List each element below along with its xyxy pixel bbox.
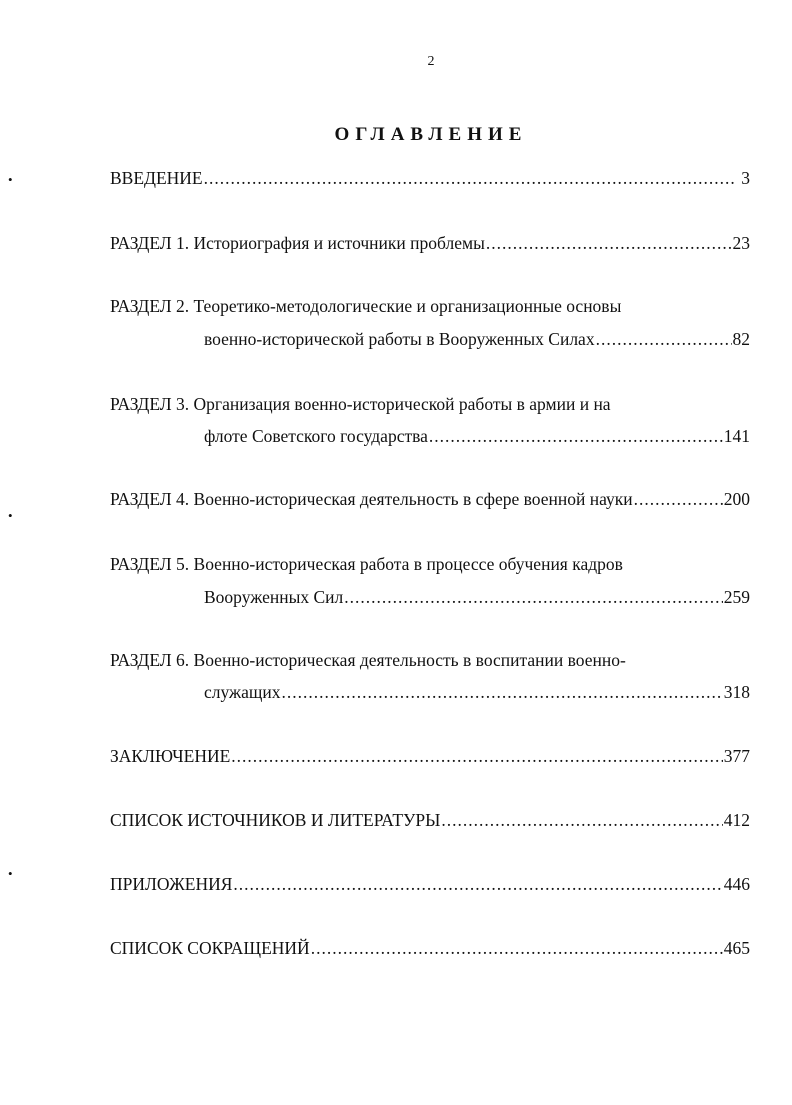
toc-entry-section-5-line1: РАЗДЕЛ 5. Военно-историческая работа в процессе обучения кадров [110,554,623,574]
leader-dots [233,874,722,895]
toc-entry-section-3 [204,426,750,447]
entry-page: 446 [723,874,750,894]
margin-mark: • [8,508,13,523]
leader-dots [311,938,723,959]
toc-entry-appendix [110,874,750,895]
toc-entry-section-1 [110,233,750,254]
entry-page: 377 [723,746,750,766]
toc-entry-abbreviations [110,938,750,959]
entry-page: 412 [723,810,750,830]
entry-label: РАЗДЕЛ 1. Историография и источники проблемы [110,233,485,253]
toc-title: ОГЛАВЛЕНИЕ [334,124,528,145]
leader-dots [486,233,732,254]
entry-label: служащих [204,682,281,702]
entry-page: 141 [723,426,750,446]
entry-page: 318 [723,682,750,702]
entry-label: военно-исторической работы в Вооруженных Силах [204,329,595,349]
leader-dots [281,682,722,703]
leader-dots [429,426,723,447]
leader-dots [596,329,732,350]
leader-dots [634,489,723,510]
entry-page: 259 [723,587,750,607]
leader-dots [344,587,723,608]
entry-label: РАЗДЕЛ 4. Военно-историческая деятельность в сфере военной науки [110,489,633,509]
leader-dots [204,168,735,189]
entry-page: 23 [732,233,750,253]
page-number: 2 [427,54,435,69]
entry-label: СПИСОК СОКРАЩЕНИЙ [110,938,310,958]
entry-label: ЗАКЛЮЧЕНИЕ [110,746,231,766]
toc-entry-section-2 [204,329,750,350]
margin-mark: • [8,172,13,187]
entry-label: ВВЕДЕНИЕ [110,168,203,188]
toc-entry-introduction [110,168,750,189]
toc-entry-section-6 [204,682,750,703]
toc-entry-section-6-line1: РАЗДЕЛ 6. Военно-историческая деятельность в воспитании военно- [110,650,626,670]
toc-entry-sources [110,810,750,831]
toc-entry-section-3-line1: РАЗДЕЛ 3. Организация военно-исторической работы в армии и на [110,394,611,414]
margin-mark: • [8,866,13,881]
toc-entry-conclusion [110,746,750,767]
entry-page: 465 [723,938,750,958]
toc-entry-section-5 [204,587,750,608]
entry-label: СПИСОК ИСТОЧНИКОВ И ЛИТЕРАТУРЫ [110,810,441,830]
entry-label: флоте Советского государства [204,426,428,446]
entry-page: 3 [741,168,750,188]
entry-page: 82 [732,329,750,349]
leader-dots [231,746,722,767]
entry-page: 200 [723,489,750,509]
toc-entry-section-2-line1: РАЗДЕЛ 2. Теоретико-методологические и организационные основы [110,296,622,316]
toc-entry-section-4 [110,489,750,510]
entry-label: Вооруженных Сил [204,587,344,607]
leader-dots [441,810,722,831]
entry-label: ПРИЛОЖЕНИЯ [110,874,233,894]
